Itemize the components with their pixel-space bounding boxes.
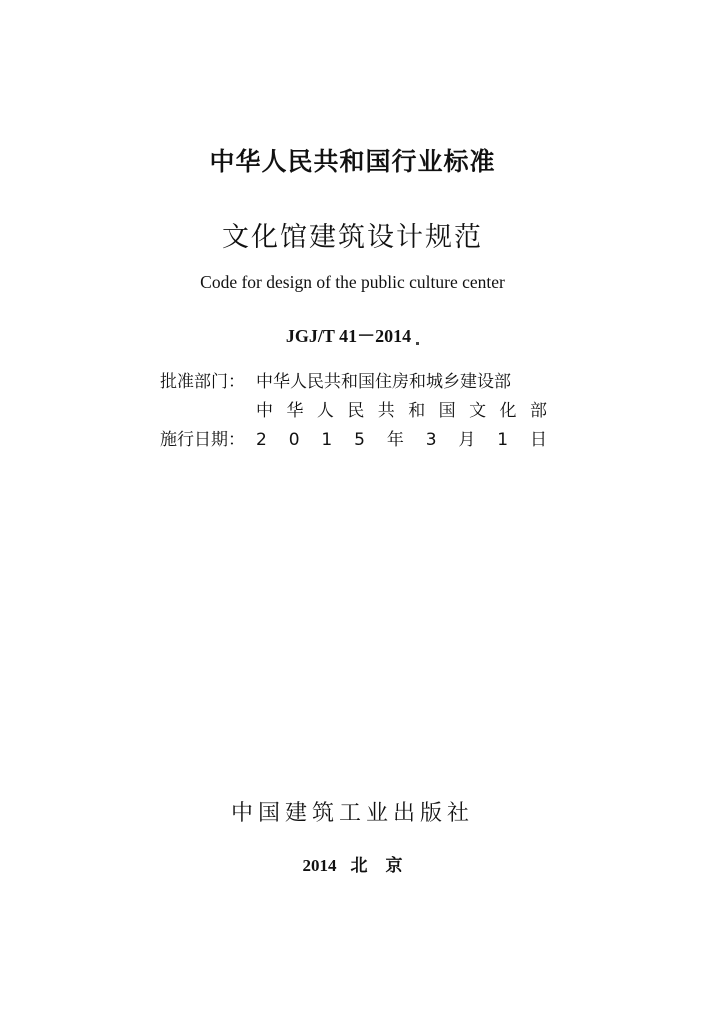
effective-date-char: 日 xyxy=(529,430,547,450)
approval-department-2-char: 民 xyxy=(347,401,365,421)
effective-date-char: 月 xyxy=(458,430,476,450)
approval-row-2 xyxy=(160,397,560,426)
publisher-name: 中国建筑工业出版社 xyxy=(230,801,474,826)
publication-place-year xyxy=(0,851,705,876)
industry-standard-heading: 中华人民共和国行业标准 xyxy=(209,147,496,176)
approval-department-2-char: 人 xyxy=(316,401,334,421)
effective-date-char: 0 xyxy=(288,430,300,450)
approval-department-2-char: 中 xyxy=(256,401,273,421)
approval-department-2-char: 国 xyxy=(438,401,456,421)
publication-year: 2014 xyxy=(302,856,337,875)
effective-date-char: 3 xyxy=(425,430,437,450)
approval-department-2-char: 文 xyxy=(469,401,487,421)
approval-department-2-char: 和 xyxy=(408,401,426,421)
approval-department-2-char: 共 xyxy=(377,401,395,421)
approval-department-2-char: 部 xyxy=(529,401,547,421)
effective-date-char: 2 xyxy=(256,430,267,450)
effective-date-char: 1 xyxy=(321,430,333,450)
approval-label: 批准部门： xyxy=(160,372,245,392)
effective-date-char: 年 xyxy=(386,430,404,450)
effective-date-char: 5 xyxy=(354,430,365,450)
standard-code xyxy=(0,322,705,348)
approval-row xyxy=(160,368,560,397)
effective-label: 施行日期： xyxy=(160,430,245,450)
effective-date-char: 1 xyxy=(497,430,509,450)
stray-mark xyxy=(416,342,419,345)
english-title: Code for design of the public culture center xyxy=(200,272,505,292)
effective-row xyxy=(160,426,560,455)
standard-code-text: JGJ/T 41－2014 xyxy=(285,326,412,346)
approval-department-2-char: 化 xyxy=(499,401,517,421)
publication-city-char: 北 xyxy=(350,856,368,875)
approval-department-2 xyxy=(256,397,547,426)
approval-department-1: 中华人民共和国住房和城乡建设部 xyxy=(256,372,511,392)
approval-department-2-char: 华 xyxy=(286,401,304,421)
info-block xyxy=(160,368,560,455)
effective-date xyxy=(256,426,547,455)
publication-city-char: 京 xyxy=(385,856,403,875)
document-title: 文化馆建筑设计规范 xyxy=(222,222,483,253)
